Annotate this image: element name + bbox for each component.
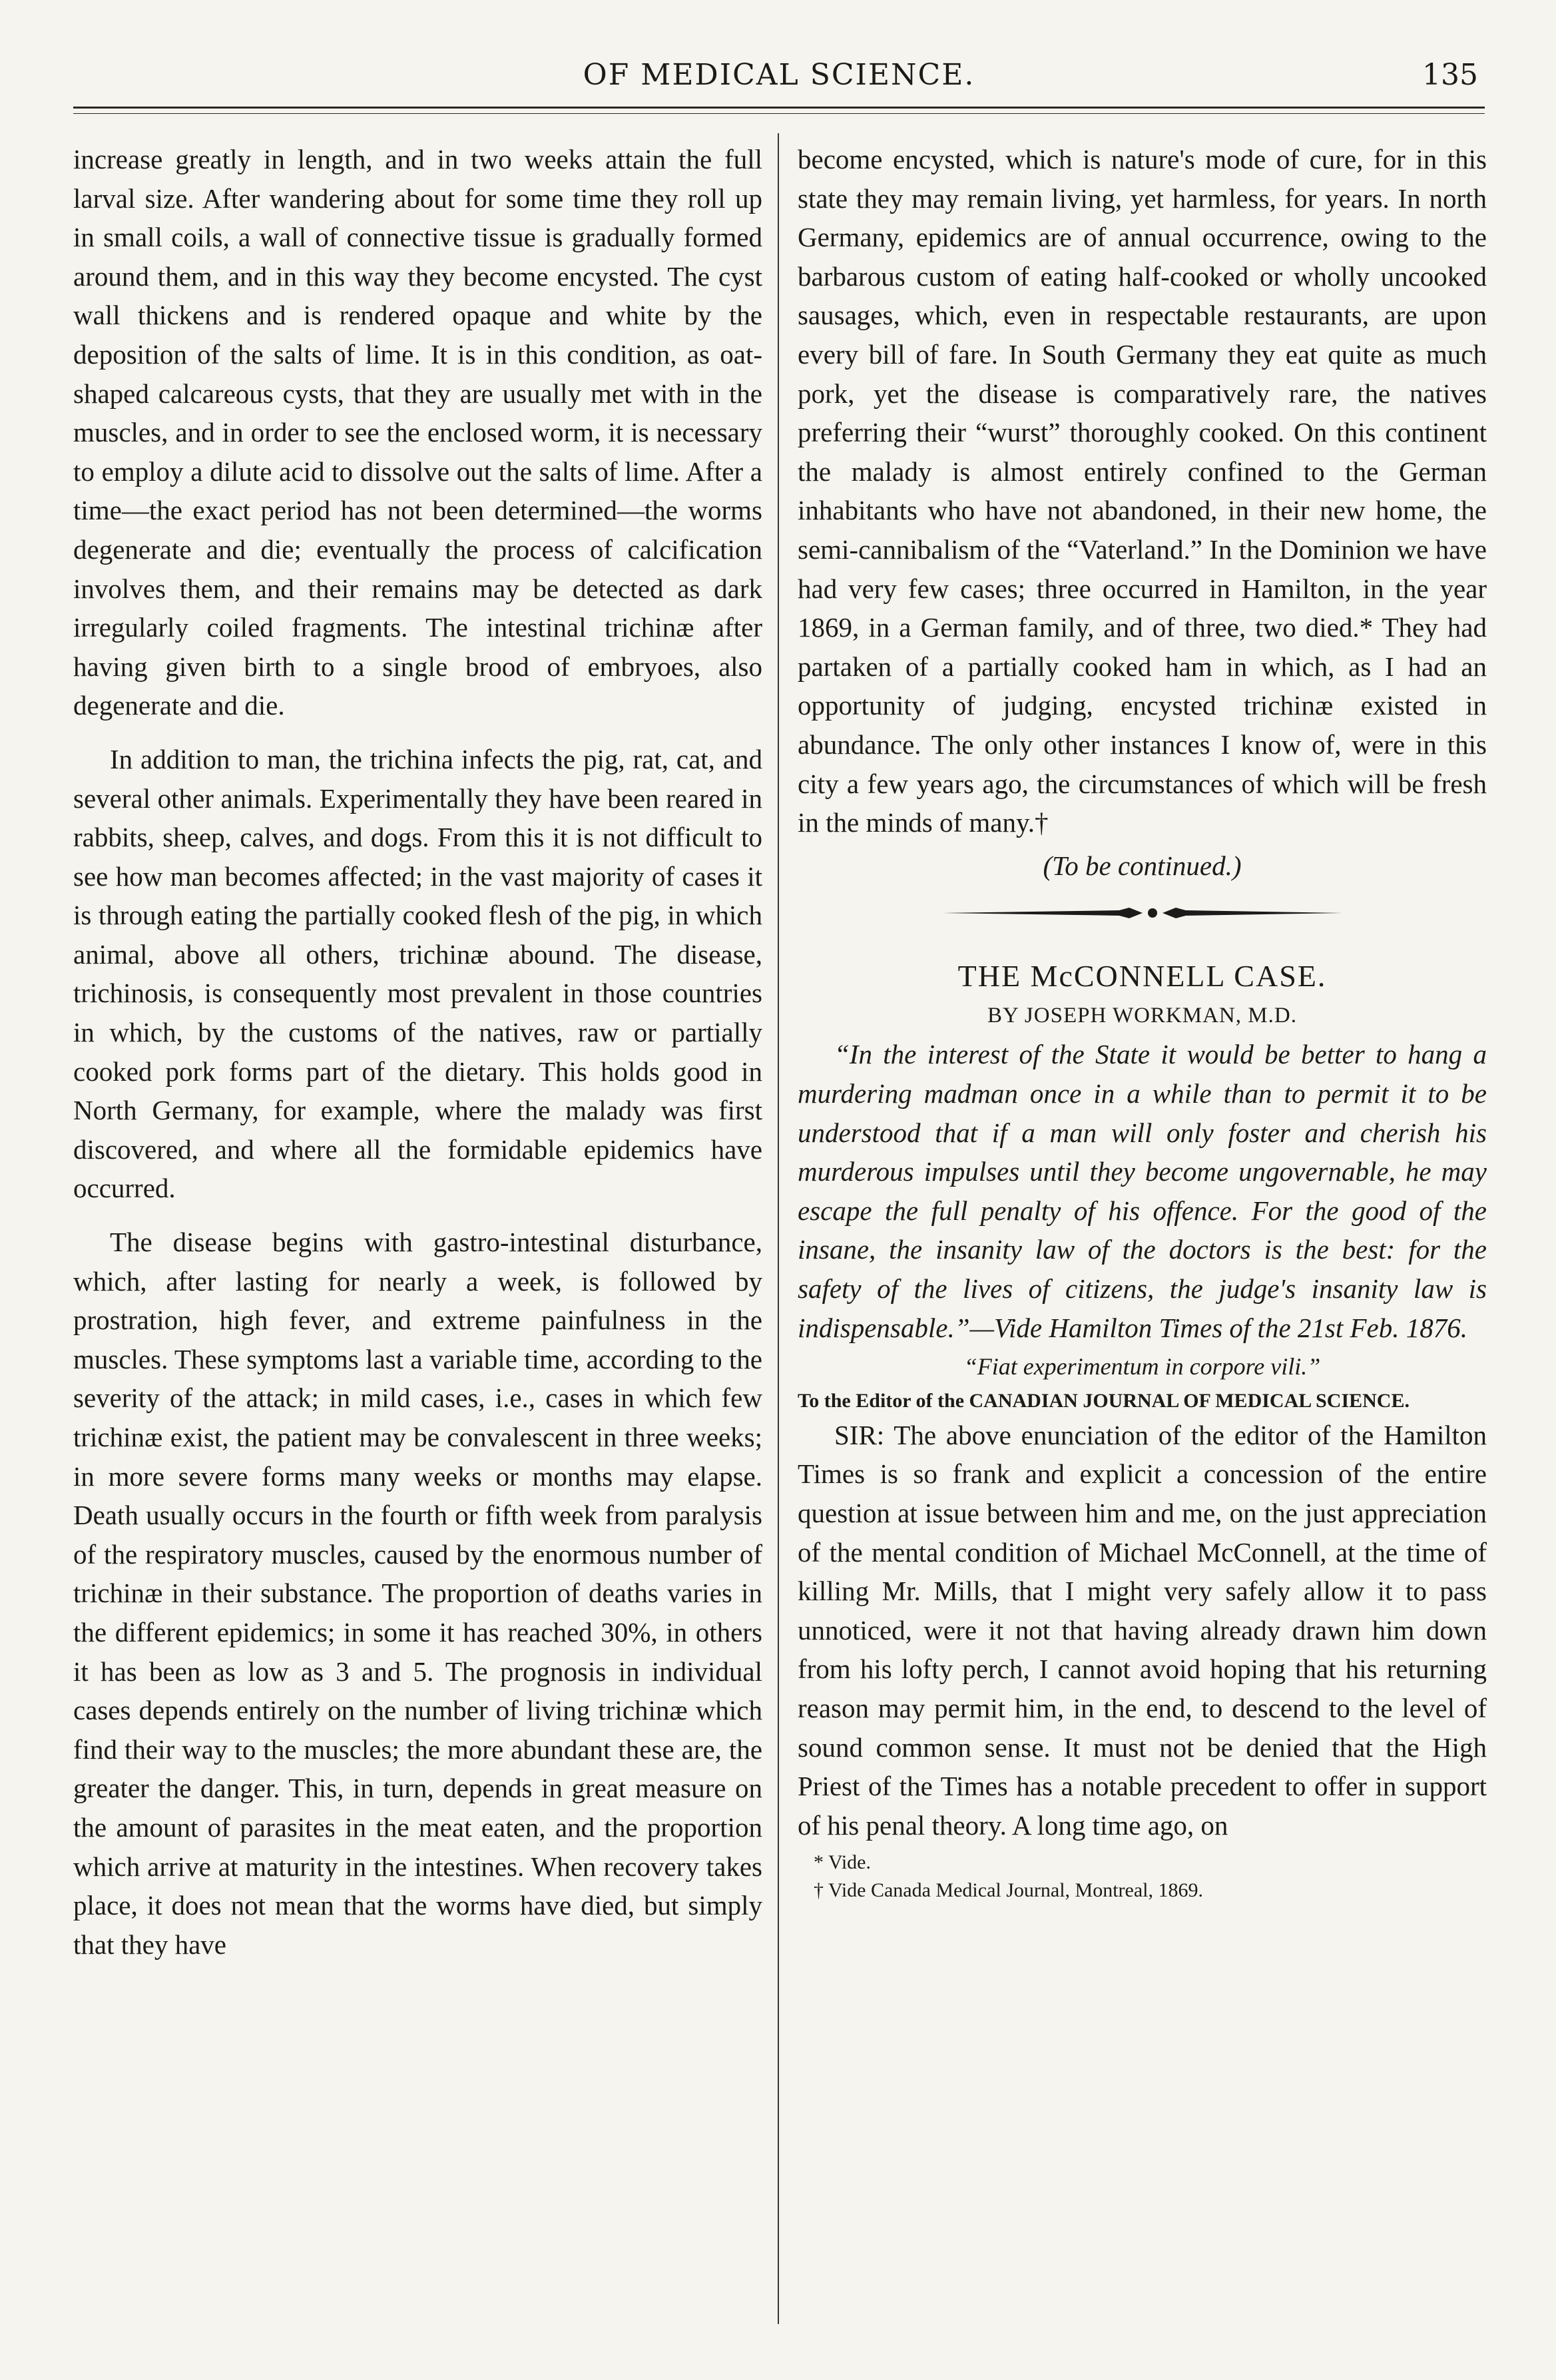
- byline: BY JOSEPH WORKMAN, M.D.: [987, 1003, 1297, 1028]
- paragraph-symptoms: The disease begins with gastro-intestinal disturbance, which, after lasting for nearly a week, is followed by prostration, high fever, and extreme painfulness in the muscles. These symptoms last a variable time, according to the severity of the attack; in mild cases, i.e., cases in which few trichinæ exist, the patient may be convalescent in three weeks; in more severe forms many weeks or months may elapse. Death usually occurs in the fourth or fifth week from paralysis of the respiratory muscles, caused by the enormous number of trichinæ in their substance. The proportion of deaths varies in the different epidemics; in some it has reached 30%, in others it has been as low as 3 and 5. The prognosis in individual cases depends entirely on the number of living trichinæ which find their way to the muscles; the more abundant these are, the greater the danger. This, in turn, depends in great measure on the amount of parasites in the meat eaten, and the proportion which arrive at maturity in the intestines. When recovery takes place, it does not mean that the worms have died, but simply that they have: [73, 1227, 762, 1960]
- header-rule-thin: [73, 113, 1485, 114]
- running-head: OF MEDICAL SCIENCE.: [583, 58, 975, 92]
- epigraph: “In the interest of the State it would be better to hang a murdering madman once in a while than to permit it to be understood that if a man will only foster and cherish his murderous impulses until they become ungovernable, he may escape the full penalty of his offence. For the good of the insane, the insanity law of the doctors is the best: for the safety of the lives of citizens, the judge's insanity law is indispensable.”—Vide Hamilton Times of the 21st Feb. 1876.: [798, 1039, 1487, 1343]
- left-column: [73, 140, 762, 1964]
- paragraph-hosts: In addition to man, the trichina infects the pig, rat, cat, and several other animals. Experimentally they have been reared in rabbits, sheep, calves, and dogs. From this it is not difficult to see how man becomes affected; in the vast majority of cases it is through eating the partially cooked flesh of the pig, in which animal, above all others, trichinæ abound. The disease, trichinosis, is consequently most prevalent in those countries in which, by the customs of the natives, raw or partially cooked pork forms part of the dietary. This holds good in North Germany, for example, where the malady was first discovered, and where all the formidable epidemics have occurred.: [73, 743, 762, 1204]
- page-number: 135: [1422, 58, 1478, 92]
- section-ornament: [798, 893, 1487, 933]
- paragraph-larval-stage: increase greatly in length, and in two weeks attain the full larval size. After wandering about for some time they roll up in small coils, a wall of connective tissue is gradually formed around them, and in this way they become encysted. The cyst wall thickens and is rendered opaque and white by the deposition of the salts of lime. It is in this condition, as oat-shaped calcareous cysts, that they are usually met with in the muscles, and in order to see the enclosed worm, it is necessary to employ a dilute acid to dissolve out the salts of lime. After a time—the exact period has not been determined—the worms degenerate and die; eventually the process of calcification involves them, and their remains may be detected as dark irregularly coiled fragments. The intestinal trichinæ after having given birth to a single brood of embryoes, also degenerate and die.: [73, 144, 762, 721]
- to-be-continued: (To be continued.): [1043, 850, 1242, 881]
- footnote: † Vide Canada Medical Journal, Montreal, 1869.: [814, 1879, 1203, 1902]
- letter-opening: SIR: The above enunciation of the editor of the Hamilton Times is so frank and explicit a concession of the entire question at issue between him and me, on the just appreciation of the mental condition of Michael McConnell, at the time of killing Mr. Mills, that I might very safely allow it to pass unnoticed, were it not that having already drawn him down from his lofty perch, I cannot avoid hoping that his returning reason may permit him, in the end, to descend to the level of sound common sense. It must not be denied that the High Priest of the Times has a notable precedent to offer in support of his penal theory. A long time ago, on: [798, 1419, 1487, 1841]
- article-title: THE McCONNELL CASE.: [957, 959, 1327, 994]
- footnotes: [798, 1849, 1487, 1905]
- letter-address: To the Editor of the CANADIAN JOURNAL OF MEDICAL SCIENCE.: [798, 1389, 1410, 1412]
- column-divider: [778, 133, 779, 2324]
- right-column: [798, 140, 1487, 1905]
- header-rule-thick: [73, 107, 1485, 109]
- motto: “Fiat experimentum in corpore vili.”: [963, 1353, 1321, 1380]
- page-header: [73, 52, 1485, 99]
- footnote: * Vide.: [814, 1851, 871, 1874]
- paragraph-continuation: become encysted, which is nature's mode of cure, for in this state they may remain living, yet harmless, for years. In north Germany, epidemics are of annual occurrence, owing to the barbarous custom of eating half-cooked or wholly uncooked sausages, which, even in respectable restaurants, are upon every bill of fare. In South Germany they eat quite as much pork, yet the disease is comparatively rare, the natives preferring their “wurst” thoroughly cooked. On this continent the malady is almost entirely confined to the German inhabitants who have not abandoned, in their new home, the semi-cannibalism of the “Vaterland.” In the Dominion we have had very few cases; three occurred in Hamilton, in the year 1869, in a German family, and of three, two died.* They had partaken of a partially cooked ham in which, as I had an opportunity of judging, encysted trichinæ existed in abundance. The only other instances I know of, were in this city a few years ago, the circumstances of which will be fresh in the minds of many.†: [798, 144, 1487, 838]
